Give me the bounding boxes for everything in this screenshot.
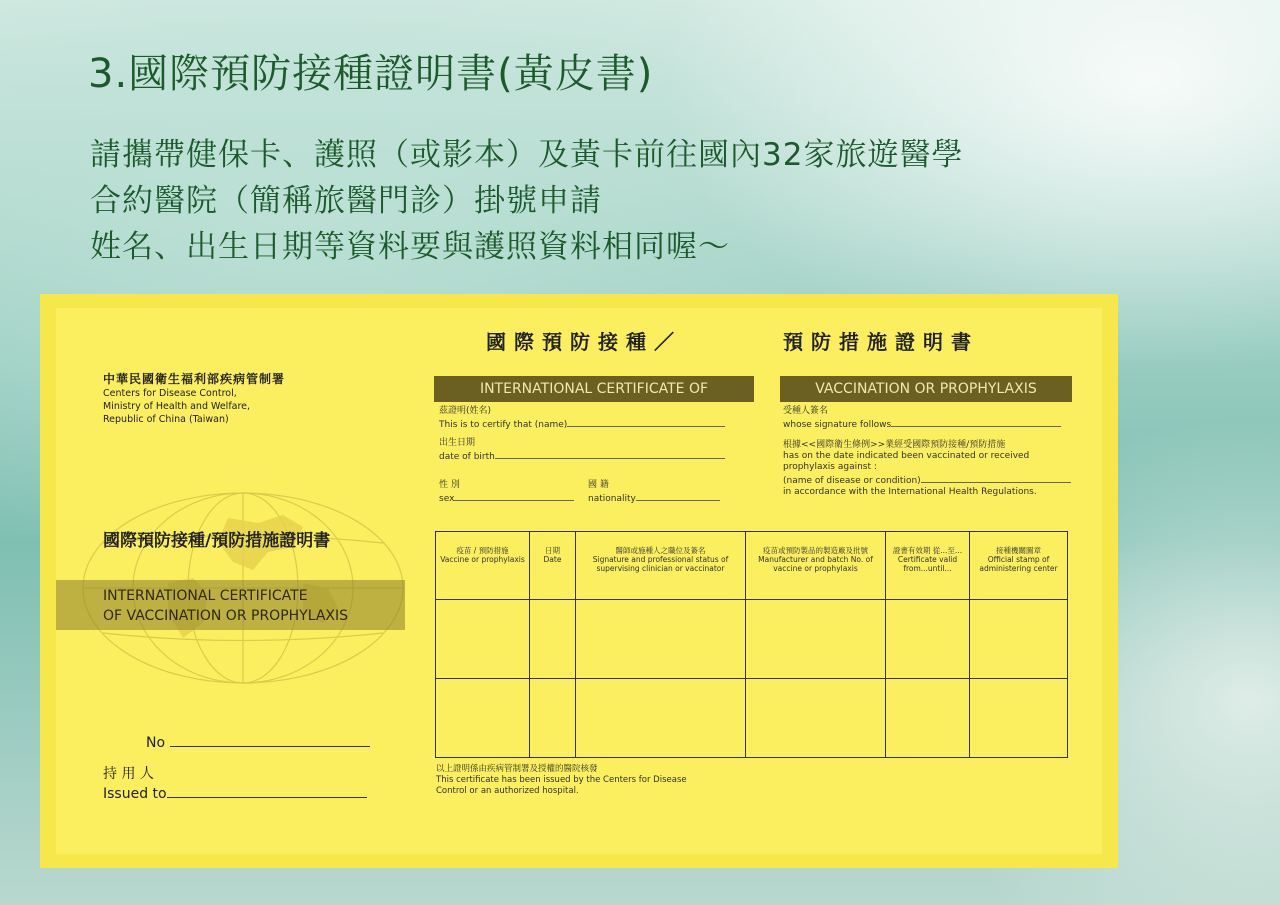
column-header: 醫師或施種人之職位及簽名 Signature and professional status of supervising clinician or vaccinator (576, 532, 746, 600)
nationality-field: 國 籍 nationality (588, 480, 720, 505)
agency-name-en: Ministry of Health and Welfare, (103, 401, 251, 412)
left-title-zh: 國際預防接種/預防措施證明書 (103, 531, 331, 551)
page-title: 3.國際預防接種證明書(黃皮書) (88, 51, 654, 97)
ihr-statement: 根據<<國際衛生條例>>業經受國際預防接種/預防措施 has on the date indicated been vaccinated or received prophylaxis against : (name of disease or condition) in accordance with the International Health Regulations. (783, 440, 1071, 498)
left-title-band (56, 580, 405, 630)
number-line (170, 734, 370, 747)
column-header: 證書有效期 從...至... Certificate valid from...until... (886, 532, 970, 600)
signature-field: 受種人簽名 whose signature follows (783, 406, 1061, 431)
header-zh-left: 國際預防接種／ (486, 330, 682, 354)
header-zh-right: 預防措施證明書 (783, 330, 979, 354)
holder-label-zh: 持 用 人 (103, 766, 154, 782)
agency-name-en: Republic of China (Taiwan) (103, 414, 229, 425)
left-title-en: INTERNATIONAL CERTIFICATE (103, 588, 308, 604)
table-row (436, 600, 1068, 679)
instruction-line: 合約醫院（簡稱旅醫門診）掛號申請 (90, 183, 602, 219)
number-field (146, 734, 370, 751)
holder-field (103, 764, 367, 804)
number-label: No (146, 735, 166, 751)
holder-line (167, 785, 367, 798)
instruction-line: 請攜帶健保卡、護照（或影本）及黃卡前往國內32家旅遊醫學 (90, 137, 964, 173)
header-en-right: VACCINATION OR PROPHYLAXIS (780, 376, 1072, 402)
column-header: 疫苗 / 預防措施 Vaccine or prophylaxis (436, 532, 530, 600)
column-header: 接種機關圖章 Official stamp of administering center (970, 532, 1068, 600)
instruction-line: 姓名、出生日期等資料要與護照資料相同喔～ (90, 229, 730, 265)
sex-field: 性 別 sex (439, 480, 574, 505)
agency-name-zh: 中華民國衛生福利部疾病管制署 (103, 372, 286, 386)
issuance-note: 以上證明係由疾病管制署及授權的醫院核發 This certificate has been issued by the Centers for Disease Control or an authorized hospital. (436, 764, 687, 796)
vaccination-table (435, 531, 1068, 758)
holder-label-en: Issued to (103, 786, 167, 802)
name-field: 茲證明(姓名) This is to certify that (name) (439, 406, 725, 431)
agency-name-en: Centers for Disease Control, (103, 388, 237, 399)
column-header: 疫苗或預防製品的製造廠及批號 Manufacturer and batch No. of vaccine or prophylaxis (746, 532, 886, 600)
table-row (436, 679, 1068, 758)
dob-field: 出生日期 date of birth (439, 438, 725, 463)
left-title-en: OF VACCINATION OR PROPHYLAXIS (103, 608, 349, 624)
yellow-card (40, 294, 1118, 868)
column-header: 日期 Date (530, 532, 576, 600)
agency-block (103, 370, 285, 426)
instruction-lines (90, 132, 963, 270)
header-en-left: INTERNATIONAL CERTIFICATE OF (434, 376, 754, 402)
card-inner (56, 308, 1102, 854)
